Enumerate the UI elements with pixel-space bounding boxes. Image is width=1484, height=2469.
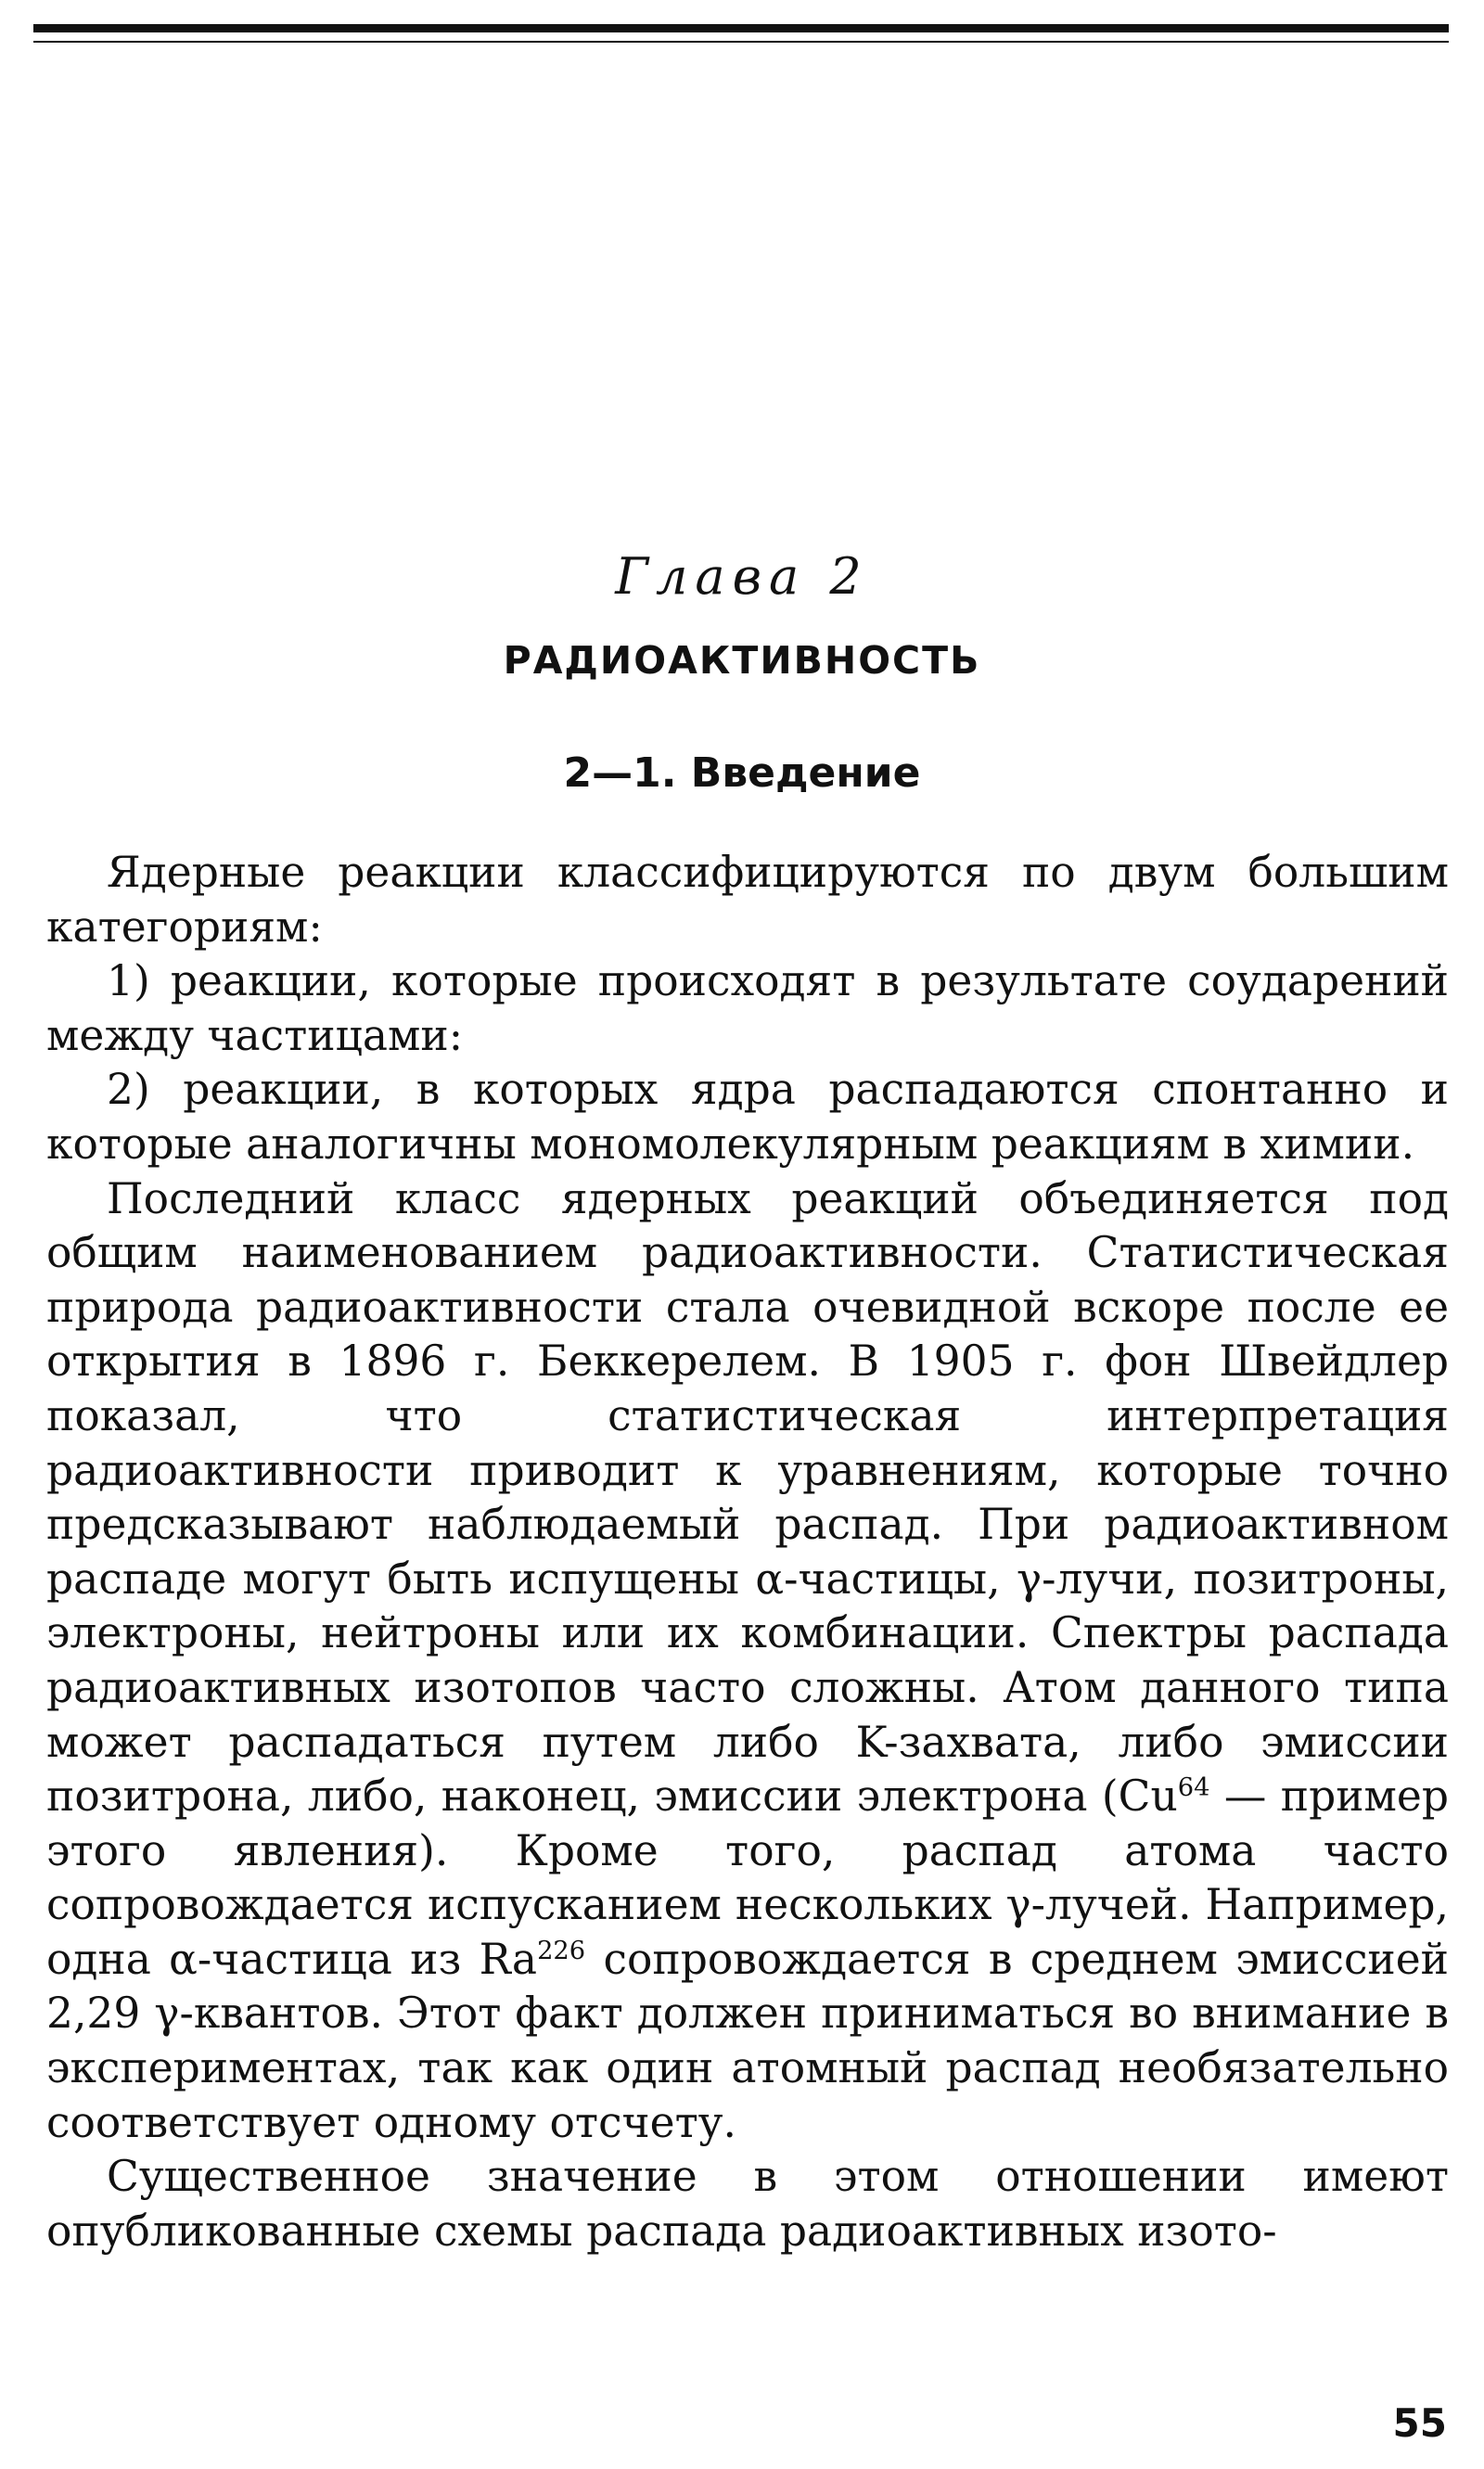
cu-mass-number: 64 [1177,1772,1210,1802]
paragraph-radioactivity-part2: — пример этого явления). Кроме того, распад атома часто сопровождается испусканием нескольких γ-лучей. Например, одна α-частица из Ra [46,1772,1449,1984]
paragraph-radioactivity-part1: Последний класс ядерных реакций объединяется под общим наименованием радиоактивности. Статистическая природа радиоактивности стала очевидной вскоре после ее открытия в 1896 г. Беккерелем. В 1905 г. фон Швейдлер показал, что статистическая интерпретация радиоактивности приводит к уравнениям, которые точно предсказывают наблюдаемый распад. При радиоактивном распаде могут быть испущены α-частицы, γ-лучи, позитроны, электроны, нейтроны или их комбинации. Спектры распада радиоактивных изотопов часто сложны. Атом данного типа может распадаться путем либо K-захвата, либо эмиссии позитрона, либо, наконец, эмиссии электрона (Cu [46,1173,1449,1822]
top-rule-thick [33,24,1449,32]
paragraph-item-2: 2) реакции, в которых ядра распадаются спонтанно и которые аналогичны мономолекулярным реакциям в химии. [46,1065,1449,1169]
paragraph-decay-schemes: Существенное значение в этом отношении имеют опубликованные схемы распада радиоактивных изото- [46,2152,1449,2256]
paragraph-radioactivity-part3: сопровождается в среднем эмиссией 2,29 γ-квантов. Этот факт должен приниматься во внимание в экспериментах, так как один атомный распад необязательно соответствует одному отсчету. [46,1934,1450,2147]
paragraph-radioactivity [46,1172,1449,2151]
paragraph-item-1: 1) реакции, которые происходят в результате соударений между частицами: [46,956,1449,1060]
body-text [46,846,1449,2258]
section-title: 2—1. Введение [563,749,921,797]
chapter-label: Глава 2 [615,547,869,606]
top-rule-thin [33,41,1449,43]
ra-mass-number: 226 [537,1936,586,1965]
page-number: 55 [1392,2400,1447,2446]
paragraph-intro: Ядерные реакции классифицируются по двум большим категориям: [46,848,1449,952]
chapter-title: РАДИОАКТИВНОСТЬ [503,638,981,683]
